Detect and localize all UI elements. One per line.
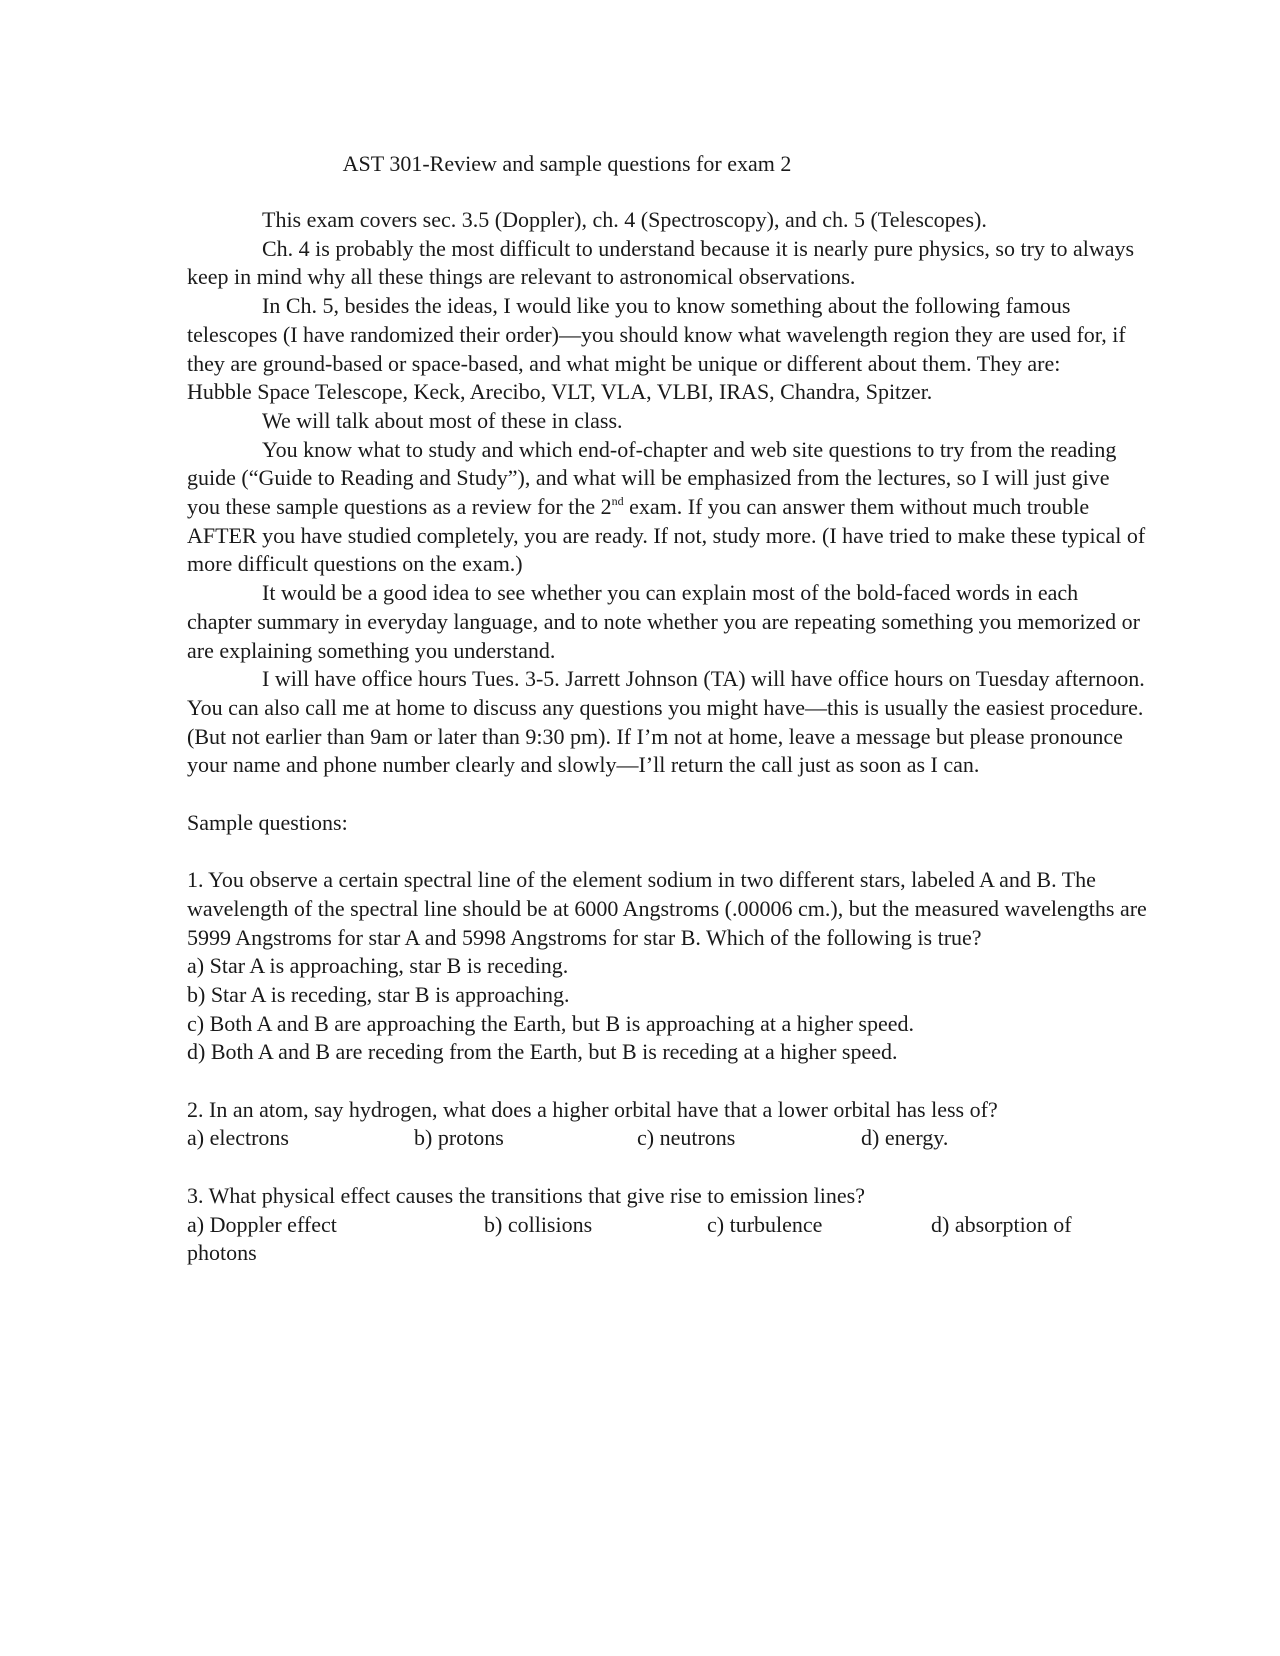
question-2: [187, 1096, 1147, 1153]
answer-option-a: a) Star A is approaching, star B is receding.: [187, 953, 569, 979]
answer-option-d: d) absorption of: [931, 1211, 1072, 1237]
paragraph-study-guide: [187, 436, 1147, 580]
paragraph-chapter-4: Ch. 4 is probably the most difficult to understand because it is nearly pure physics, so try to always keep in mind why all these things are relevant to astronomical observations.: [187, 235, 1135, 290]
page-title: AST 301-Review and sample questions for exam 2: [342, 151, 792, 176]
answer-option-b: b) collisions: [484, 1211, 593, 1237]
ordinal-superscript: nd: [611, 494, 624, 509]
spacer: [187, 837, 1147, 866]
telescope-list: Hubble Space Telescope, Keck, Arecibo, VLT, VLA, VLBI, IRAS, Chandra, Spitzer.: [187, 379, 933, 405]
answer-option-c: c) neutrons: [637, 1125, 736, 1151]
answer-option-b: b) Star A is receding, star B is approaching.: [187, 981, 570, 1007]
question-text: 1. You observe a certain spectral line of the element sodium in two different stars, labeled A and B. The wavelength of the spectral line should be at 6000 Angstroms (.00006 cm.), but the measured wavelengths are 5999 Angstroms for star A and 5998 Angstroms for star B. Which of the following is true?: [187, 867, 1147, 950]
answer-options: [187, 1211, 1147, 1240]
spacer: [187, 1067, 1147, 1096]
paragraph-chapter-5: In Ch. 5, besides the ideas, I would like you to know something about the following famous telescopes (I have randomized their order)—you should know what wavelength region they are used for, if they are ground-based or space-based, and what might be unique or different about them. They are:: [187, 293, 1126, 376]
study-guide-text-end: exam. If you can answer them without much trouble AFTER you have studied completely, you are ready. If not, study more. (I have tried to make these typical of more difficult questions on the exam.): [187, 494, 1146, 577]
spacer: [187, 780, 1147, 809]
answer-option-d: d) Both A and B are receding from the Earth, but B is receding at a higher speed.: [187, 1039, 898, 1065]
question-text: 2. In an atom, say hydrogen, what does a higher orbital have that a lower orbital has less of?: [187, 1096, 998, 1122]
paragraph-office-hours: I will have office hours Tues. 3-5. Jarrett Johnson (TA) will have office hours on Tuesday afternoon. You can also call me at home to discuss any questions you might have—this is usually the easiest procedure. (But not earlier than 9am or later than 9:30 pm). If I’m not at home, leave a message but please pronounce your name and phone number clearly and slowly—I’ll return the call just as soon as I can.: [187, 666, 1145, 778]
sample-questions-heading: Sample questions:: [187, 809, 348, 835]
paragraph-in-class: We will talk about most of these in class.: [262, 407, 623, 433]
paragraph-bold-faced-words: It would be a good idea to see whether you can explain most of the bold-faced words in each chapter summary in everyday language, and to note whether you are repeating something you memorized or are explaining something you understand.: [187, 580, 1141, 663]
answer-option-c: c) turbulence: [707, 1211, 823, 1237]
paragraph-exam-coverage: This exam covers sec. 3.5 (Doppler), ch. 4 (Spectroscopy), and ch. 5 (Telescopes).: [262, 207, 987, 232]
answer-option-b: b) protons: [414, 1125, 504, 1151]
answer-option-a: a) Doppler effect: [187, 1211, 337, 1237]
question-1: [187, 866, 1147, 1067]
answer-options: [187, 1124, 1147, 1153]
answer-option-c: c) Both A and B are approaching the Earth, but B is approaching at a higher speed.: [187, 1010, 915, 1036]
answer-option-d: d) energy.: [861, 1125, 949, 1151]
study-guide-text-start: You know what to study and which end-of-chapter and web site questions to try from the reading guide (“Guide to Reading and Study”), and what will be emphasized from the lectures, so I will just give you these sample questions as a review for the 2: [187, 436, 1117, 520]
answer-option-a: a) electrons: [187, 1125, 289, 1151]
answer-option-d-continued: photons: [187, 1240, 257, 1266]
spacer: [187, 1153, 1147, 1182]
question-3: [187, 1182, 1147, 1268]
question-text: 3. What physical effect causes the transitions that give rise to emission lines?: [187, 1182, 865, 1208]
document-body: [187, 206, 1147, 1268]
